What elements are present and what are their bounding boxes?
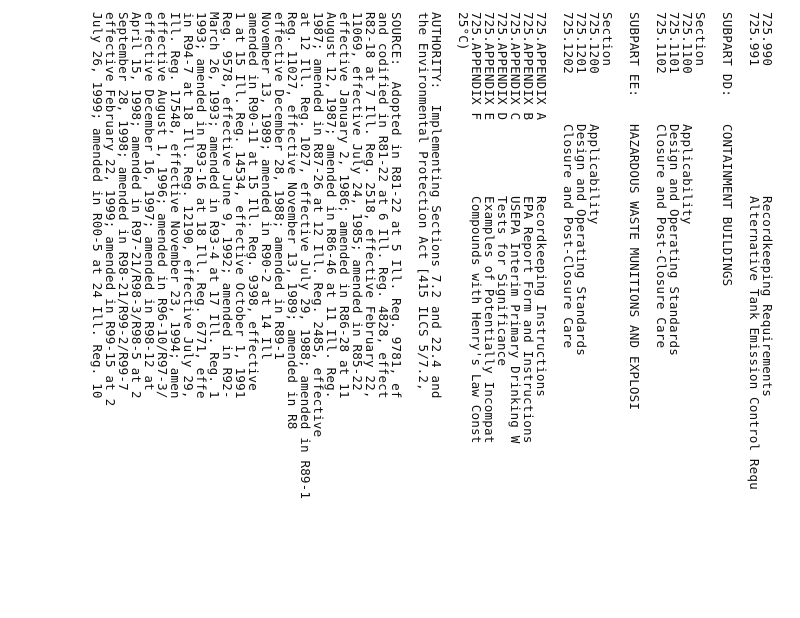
subpart-ee-label: SUBPART EE: — [627, 12, 642, 98]
source-line: July 26, 1999; amended in R00-5 at 24 Ill. Reg. 10 — [90, 12, 105, 399]
appendix-number: 725.APPENDIX F — [469, 12, 484, 121]
source-line: November 13, 1989; amended in R90-2 at 14 Ill — [259, 12, 274, 360]
source-line: 1987; amended in R87-26 at 12 Ill. Reg. 2485, effective — [311, 12, 326, 438]
source-line: effective December 28, 1988; amended in R89-1 — [272, 12, 287, 360]
section-header: Section — [600, 12, 615, 67]
section-number: 725.1202 — [561, 12, 576, 74]
section-title: Applicability — [587, 124, 602, 225]
section-number: 725.1200 — [587, 12, 602, 74]
section-title: Applicability — [680, 124, 695, 225]
section-number: 725.1201 — [574, 12, 589, 74]
appendix-number: 725.APPENDIX B — [521, 12, 536, 121]
section-number: 725.990 — [760, 12, 775, 67]
authority-line: AUTHORITY: Implementing Sections 7.2 and 22.4 and — [429, 12, 444, 399]
source-line: effective December 16, 1997; amended in R98-12 at — [142, 12, 157, 391]
section-title: Closure and Post-Closure Care — [654, 124, 669, 349]
subpart-dd-title: CONTAINMENT BUILDINGS — [720, 124, 735, 287]
section-title: Design and Operating Standards — [574, 124, 589, 356]
appendix-title: Recordkeeping Instructions — [534, 196, 549, 398]
section-title: Alternative Tank Emission Control Requ — [747, 196, 762, 490]
authority-line: the Environmental Protection Act [415 ILCS 5/7.2, — [416, 12, 431, 391]
subpart-dd-label: SUBPART DD: — [720, 12, 735, 98]
appendix-number: 725.APPENDIX A — [534, 12, 549, 121]
appendix-title: EPA Report Form and Instructions — [521, 196, 536, 444]
source-line: amended in R90-11 at 15 Ill. Reg. 9398, effective — [246, 12, 261, 391]
source-line: March 26, 1993; amended in R93-4 at 17 Ill. Reg. 1 — [207, 12, 222, 399]
section-number: 725.991 — [747, 12, 762, 67]
section-number: 725.1101 — [667, 12, 682, 74]
source-line: effective August 1, 1996; amended in R96-10/R97-3/ — [155, 12, 170, 399]
source-line: at 12 Ill. Reg. 1027, effective July 29, 1988; amended in R89-1 — [298, 12, 313, 500]
source-line: 1 at 15 Ill. Reg. 14534, effective October 1, 1991 — [233, 12, 248, 399]
subpart-ee-title: HAZARDOUS WASTE MUNITIONS AND EXPLOSI — [627, 124, 642, 411]
source-line: Ill. Reg. 17548, effective November 23, 1994; amen — [168, 12, 183, 399]
source-line: Reg. 9578, effective June 9, 1992; amended in R92- — [220, 12, 235, 399]
source-line: April 15, 1998; amended in R97-21/R98-3/R98-5 at 2 — [129, 12, 144, 399]
section-title: Closure and Post-Closure Care — [561, 124, 576, 349]
section-header: Section — [693, 12, 708, 67]
source-line: August 12, 1987; amended in R86-46 at 11 Ill. Reg. — [324, 12, 339, 399]
appendix-number: 725.APPENDIX E — [482, 12, 497, 121]
source-line: Reg. 11027, effective November 13, 1989; amended in R8 — [285, 12, 300, 430]
appendix-title: USEPA Interim Primary Drinking W — [508, 196, 523, 444]
source-line: 1993; amended in R93-16 at 18 Ill. Reg. 6771, effe — [194, 12, 209, 399]
section-number: 725.1102 — [654, 12, 669, 74]
section-number: 725.1100 — [680, 12, 695, 74]
appendix-continuation: 25°C) — [456, 12, 471, 51]
appendix-title: Compounds with Henry's Law Const — [469, 196, 484, 444]
source-line: SOURCE: Adopted in R81-22 at 5 Ill. Reg. 9781, ef — [389, 12, 404, 399]
source-line: R82-18 at 7 Ill. Reg. 2518, effective February 22, — [363, 12, 378, 399]
appendix-title: Tests for Significance — [495, 196, 510, 367]
appendix-number: 725.APPENDIX C — [508, 12, 523, 121]
section-title: Design and Operating Standards — [667, 124, 682, 356]
source-line: September 28, 1998; amended in R98-21/R99-2/R99-7 — [116, 12, 131, 391]
appendix-title: Examples of Potentially Incompat — [482, 196, 497, 444]
source-line: effective January 2, 1986; amended in R86-28 at 11 — [337, 12, 352, 399]
source-line: and codified in R81-22 at 6 Ill. Reg. 4828, effect — [376, 12, 391, 399]
source-line: in R94-7 at 18 Ill. Reg. 12190, effective July 29, — [181, 12, 196, 399]
source-line: effective February 22, 1999; amended in R99-15 at 2 — [103, 12, 118, 407]
source-line: 11069, effective July 24, 1985; amended in R85-22 — [350, 12, 365, 391]
section-title: Recordkeeping Requirements — [760, 196, 775, 398]
appendix-number: 725.APPENDIX D — [495, 12, 510, 121]
